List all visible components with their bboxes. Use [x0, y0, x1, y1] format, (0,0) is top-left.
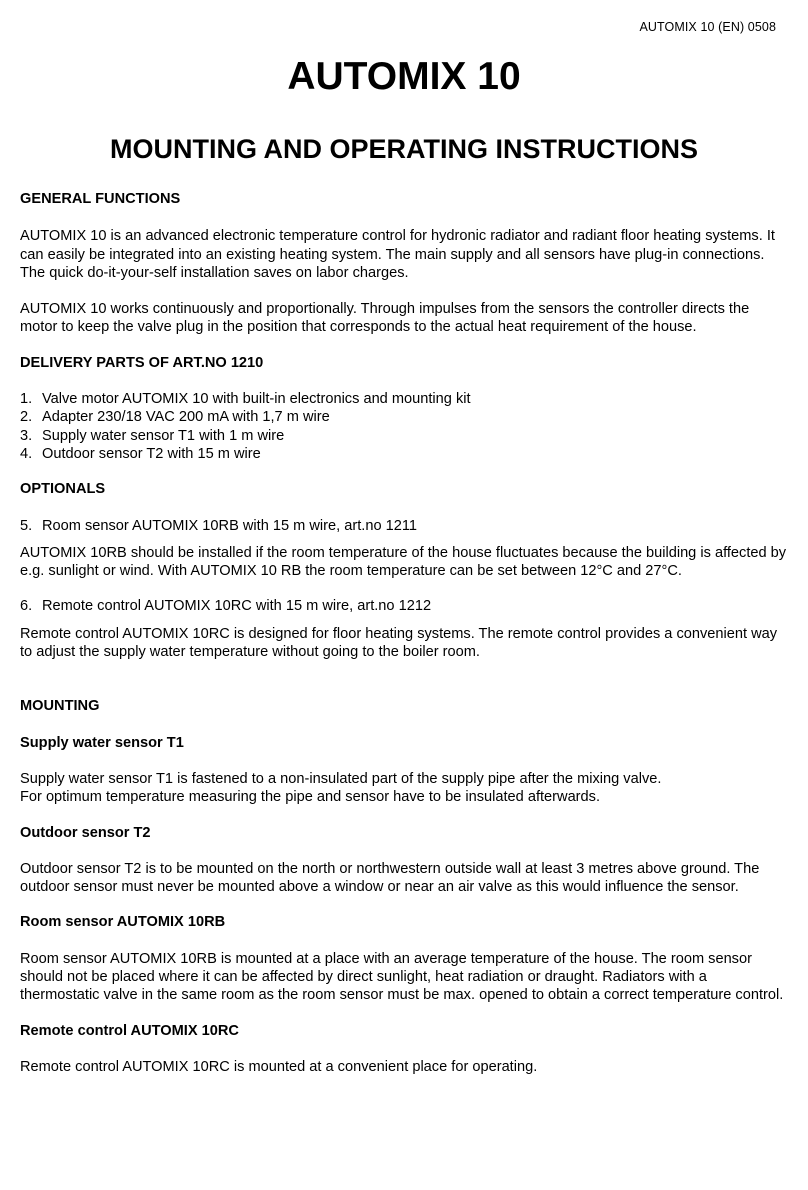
list-item-text: Outdoor sensor T2 with 15 m wire: [42, 445, 261, 462]
list-item-text: Room sensor AUTOMIX 10RB with 15 m wire, art.no 1211: [42, 517, 417, 534]
general-paragraph-1: AUTOMIX 10 is an advanced electronic temperature control for hydronic radiator and radiant floor heating systems. It can easily be integrated into an existing heating system. The main supply and all sensors have plug-in connections. The quick do-it-your-self installation saves on labor charges.: [20, 228, 775, 281]
document-reference: AUTOMIX 10 (EN) 0508: [639, 20, 776, 34]
delivery-list: [20, 390, 790, 463]
optional-item-6: [20, 597, 790, 615]
delivery-heading: DELIVERY PARTS OF ART.NO 1210: [20, 354, 264, 371]
list-item: [20, 427, 790, 445]
list-item: [20, 390, 790, 408]
optional-item-6-description: Remote control AUTOMIX 10RC is designed for floor heating systems. The remote control provides a convenient way to adjust the supply water temperature without going to the boiler room.: [20, 625, 778, 661]
outdoor-sensor-text: Outdoor sensor T2 is to be mounted on the north or northwestern outside wall at least 3 metres above ground. The outdoor sensor must never be mounted above a window or near an air valve as this would influence the sensor.: [20, 860, 760, 896]
supply-water-sensor-heading: Supply water sensor T1: [20, 734, 184, 751]
optionals-heading: OPTIONALS: [20, 481, 106, 498]
list-item-text: Adapter 230/18 VAC 200 mA with 1,7 m wire: [42, 409, 330, 426]
list-item-number: 5.: [20, 517, 33, 534]
optional-item-5: [20, 517, 790, 535]
document-title: AUTOMIX 10: [287, 55, 521, 98]
optional-item-5-description: AUTOMIX 10RB should be installed if the room temperature of the house fluctuates because the building is affected by e.g. sunlight or wind. With AUTOMIX 10 RB the room temperature can be set between 12°C and 27°C.: [20, 544, 787, 580]
list-item-text: Valve motor AUTOMIX 10 with built-in electronics and mounting kit: [42, 391, 471, 408]
room-sensor-heading: Room sensor AUTOMIX 10RB: [20, 914, 226, 931]
general-paragraph-2: AUTOMIX 10 works continuously and proportionally. Through impulses from the sensors the controller directs the motor to keep the valve plug in the position that corresponds to the actual heat requirement of the house.: [20, 301, 750, 336]
supply-water-sensor-line-1: Supply water sensor T1 is fastened to a non-insulated part of the supply pipe after the mixing valve.: [20, 770, 662, 787]
general-functions-heading: GENERAL FUNCTIONS: [20, 191, 181, 207]
list-item-number: 1.: [20, 391, 33, 408]
room-sensor-text: Room sensor AUTOMIX 10RB is mounted at a place with an average temperature of the house. The room sensor should not be placed where it can be affected by direct sunlight, heat radiation or draught. Radiators with a thermostatic valve in the same room as the room sensor must be max. opened to obtain a correct temperature control.: [20, 950, 784, 1004]
outdoor-sensor-heading: Outdoor sensor T2: [20, 824, 151, 841]
list-item-number: 6.: [20, 598, 33, 615]
remote-control-text: Remote control AUTOMIX 10RC is mounted at a convenient place for operating.: [20, 1058, 538, 1075]
list-item-text: Supply water sensor T1 with 1 m wire: [42, 427, 285, 444]
list-item-number: 3.: [20, 427, 33, 444]
remote-control-heading: Remote control AUTOMIX 10RC: [20, 1022, 239, 1039]
list-item-number: 2.: [20, 409, 33, 426]
document-subtitle: MOUNTING AND OPERATING INSTRUCTIONS: [110, 134, 698, 164]
list-item-text: Remote control AUTOMIX 10RC with 15 m wire, art.no 1212: [42, 598, 432, 615]
list-item: [20, 445, 790, 463]
supply-water-sensor-line-2: For optimum temperature measuring the pipe and sensor have to be insulated afterwards.: [20, 789, 601, 806]
list-item-number: 4.: [20, 445, 33, 462]
mounting-heading: MOUNTING: [20, 698, 100, 715]
document-body: [20, 190, 790, 1076]
list-item: [20, 408, 790, 426]
